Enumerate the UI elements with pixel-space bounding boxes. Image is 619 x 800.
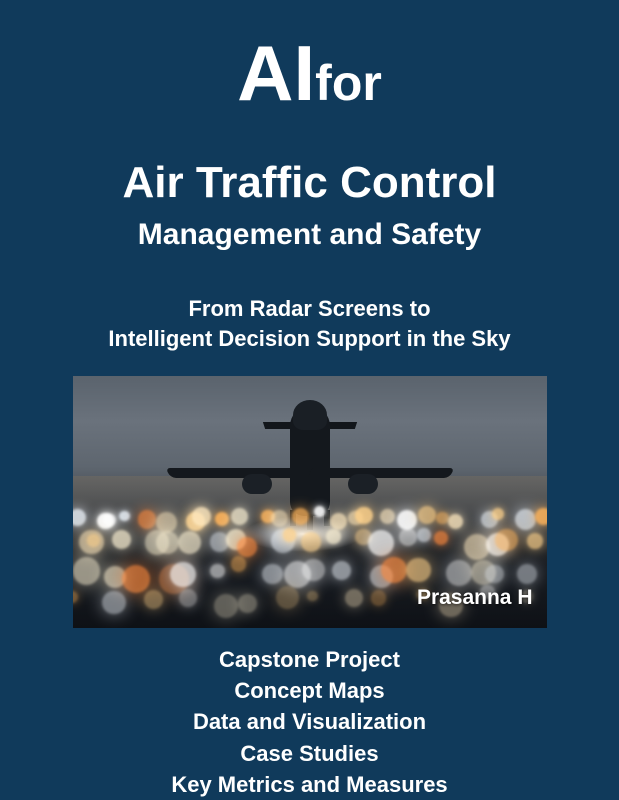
bokeh-light [399, 528, 417, 546]
author-name: Prasanna H [416, 585, 533, 609]
bokeh-light [271, 510, 288, 527]
tagline [108, 294, 510, 353]
bokeh-light [371, 590, 386, 605]
bokeh-light [368, 530, 394, 556]
bokeh-light [381, 557, 407, 583]
bokeh-light [144, 590, 163, 609]
wing-right [307, 468, 453, 478]
bokeh-light [436, 512, 449, 525]
wing-left [165, 468, 311, 478]
bokeh-light [231, 508, 248, 525]
bokeh-light [535, 508, 546, 525]
bokeh-light [192, 507, 211, 526]
bokeh-light [112, 530, 132, 550]
engine-right [348, 474, 378, 494]
engine-left [242, 474, 272, 494]
bokeh-light [179, 589, 197, 607]
bokeh-light [527, 533, 543, 549]
list-item: Concept Maps [234, 678, 385, 704]
title-subtitle-secondary: Management and Safety [137, 218, 482, 252]
tagline-line-1: From Radar Screens to [188, 296, 431, 322]
bokeh-light [238, 594, 257, 613]
bokeh-light [492, 508, 505, 521]
list-item: Case Studies [240, 740, 379, 766]
nose-cone [293, 400, 327, 430]
title-for: for [315, 55, 382, 111]
title-ai: AI [237, 29, 316, 117]
bokeh-light [103, 514, 116, 527]
bokeh-light [485, 565, 504, 584]
bokeh-light [302, 559, 324, 581]
bokeh-light [170, 562, 195, 587]
bokeh-light [417, 528, 431, 542]
cover-bullet-list [171, 644, 447, 800]
bokeh-light [355, 507, 372, 524]
bokeh-light [283, 528, 296, 541]
title-subtitle-primary: Air Traffic Control [122, 158, 497, 207]
bokeh-light [380, 509, 395, 524]
bokeh-light [214, 594, 238, 618]
bokeh-light [262, 564, 283, 585]
bokeh-light [307, 591, 318, 602]
bokeh-light [102, 591, 126, 615]
bokeh-light [119, 511, 129, 521]
page-title [237, 29, 382, 117]
bokeh-light [326, 529, 341, 544]
bokeh-light [276, 586, 299, 609]
bokeh-light [138, 510, 157, 529]
bokeh-light [237, 537, 257, 557]
bokeh-light [215, 512, 230, 527]
bokeh-light [231, 556, 247, 572]
bokeh-light [156, 531, 180, 555]
bokeh-light [406, 558, 430, 582]
bokeh-light [397, 510, 417, 530]
bokeh-light [210, 564, 224, 578]
bokeh-light [517, 564, 537, 584]
bokeh-light [178, 531, 202, 555]
bokeh-light [73, 509, 87, 526]
bokeh-light [345, 589, 363, 607]
bokeh-light [448, 514, 463, 529]
tagline-line-2: Intelligent Decision Support in the Sky [108, 325, 511, 351]
bokeh-light [495, 529, 517, 551]
bokeh-light [301, 532, 321, 552]
bokeh-light [418, 506, 436, 524]
list-item: Data and Visualization [192, 709, 427, 735]
bokeh-light [515, 509, 536, 530]
bokeh-light [73, 557, 101, 585]
bokeh-light [122, 565, 150, 593]
bokeh-light [434, 531, 448, 545]
cover-photo [73, 376, 547, 628]
bokeh-light [446, 560, 472, 586]
list-item: Key Metrics and Measures [171, 771, 448, 797]
bokeh-light [73, 591, 79, 604]
list-item: Capstone Project [219, 646, 400, 672]
bokeh-light [332, 561, 351, 580]
